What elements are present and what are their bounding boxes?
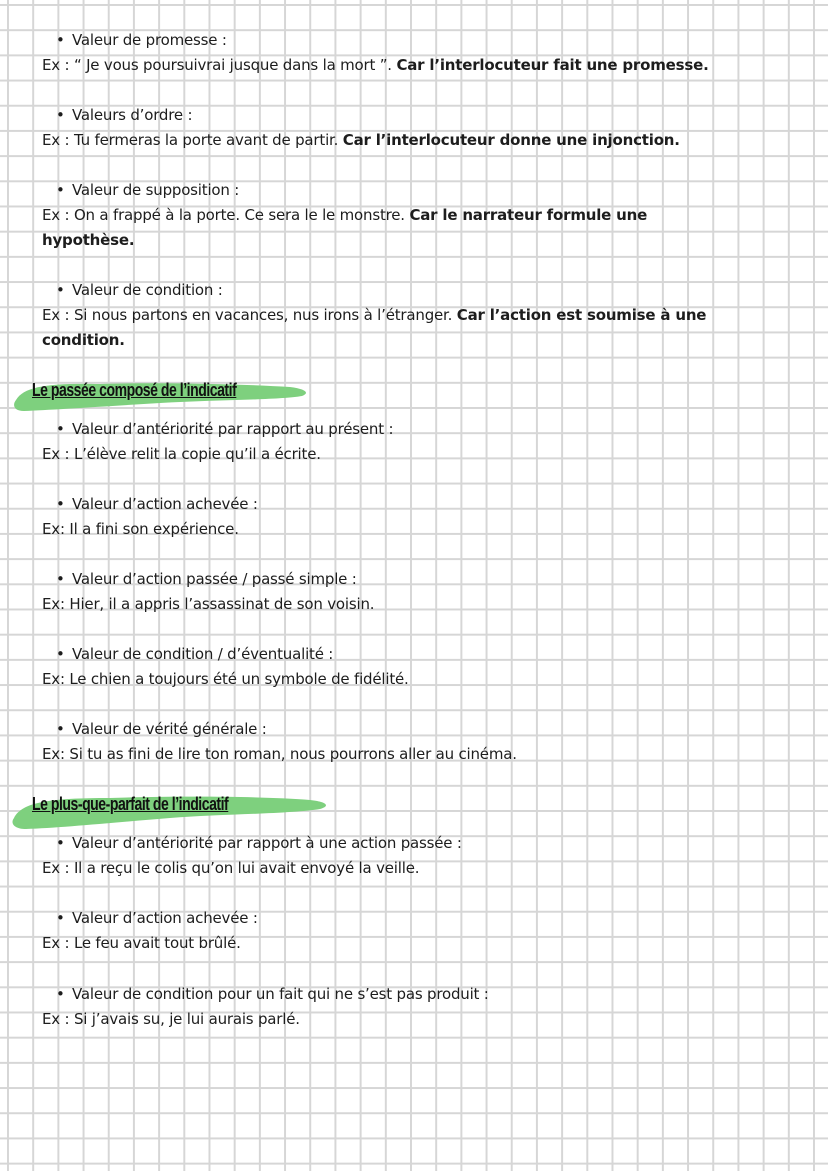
bullet-item: [56, 31, 227, 49]
example-line: Ex: Hier, il a appris l’assassinat de son voisin.: [42, 595, 375, 613]
section-title: Le passée composé de l’indicatif: [32, 380, 237, 400]
example-line: [42, 206, 647, 224]
example-line: Ex: Le chien a toujours été un symbole de fidélité.: [42, 670, 409, 688]
example-line: Ex: Si tu as fini de lire ton roman, nous pourrons aller au cinéma.: [42, 745, 517, 763]
example-line: Ex : Si j’avais su, je lui aurais parlé.: [42, 1010, 300, 1028]
item-label: Valeur de supposition :: [72, 181, 240, 199]
item-label: Valeur d’action achevée :: [72, 909, 258, 927]
example-line: [42, 56, 709, 74]
bullet-dot-icon: •: [56, 281, 65, 299]
explanation-continued: hypothèse.: [42, 231, 135, 249]
bullet-dot-icon: •: [56, 181, 65, 199]
section-heading-passe-compose: [10, 378, 310, 408]
example-text: Ex : On a frappé à la porte. Ce sera le le monstre.: [42, 206, 405, 224]
bullet-dot-icon: •: [56, 909, 65, 927]
explanation-text: Car l’interlocuteur fait une promesse.: [396, 56, 709, 74]
item-label: Valeur de promesse :: [72, 31, 227, 49]
section-title: Le plus-que-parfait de l’indicatif: [32, 794, 229, 814]
example-line: [42, 306, 706, 324]
item-label: Valeur de condition pour un fait qui ne s’est pas produit :: [72, 985, 489, 1003]
item-label: Valeurs d’ordre :: [72, 106, 193, 124]
bullet-dot-icon: •: [56, 31, 65, 49]
bullet-item: [56, 834, 462, 852]
example-line: Ex : Le feu avait tout brûlé.: [42, 934, 241, 952]
bullet-item: [56, 106, 192, 124]
example-text: Ex : Tu fermeras la porte avant de partir.: [42, 131, 339, 149]
item-label: Valeur d’action passée / passé simple :: [72, 570, 357, 588]
example-line: Ex: Il a fini son expérience.: [42, 520, 239, 538]
bullet-item: [56, 420, 393, 438]
bullet-dot-icon: •: [56, 985, 65, 1003]
explanation-text: Car l’interlocuteur donne une injonction.: [342, 131, 680, 149]
bullet-item: [56, 720, 267, 738]
bullet-dot-icon: •: [56, 420, 65, 438]
item-label: Valeur de condition :: [72, 281, 223, 299]
bullet-item: [56, 985, 489, 1003]
explanation-text: Car le narrateur formule une: [409, 206, 648, 224]
explanation-continued: condition.: [42, 331, 125, 349]
item-label: Valeur d’action achevée :: [72, 495, 258, 513]
example-line: Ex : Il a reçu le colis qu’on lui avait envoyé la veille.: [42, 859, 420, 877]
example-text: Ex : Si nous partons en vacances, nus irons à l’étranger.: [42, 306, 453, 324]
item-label: Valeur d’antériorité par rapport à une action passée :: [72, 834, 462, 852]
bullet-item: [56, 645, 333, 663]
bullet-dot-icon: •: [56, 720, 65, 738]
item-label: Valeur de vérité générale :: [72, 720, 267, 738]
item-label: Valeur d’antériorité par rapport au présent :: [72, 420, 394, 438]
example-text: Ex : “ Je vous poursuivrai jusque dans la mort ”.: [42, 56, 392, 74]
explanation-text: Car l’action est soumise à une: [456, 306, 707, 324]
bullet-item: [56, 495, 258, 513]
bullet-item: [56, 909, 258, 927]
bullet-item: [56, 570, 357, 588]
bullet-dot-icon: •: [56, 645, 65, 663]
bullet-dot-icon: •: [56, 570, 65, 588]
bullet-dot-icon: •: [56, 495, 65, 513]
example-line: Ex : L’élève relit la copie qu’il a écrite.: [42, 445, 321, 463]
bullet-item: [56, 281, 223, 299]
bullet-dot-icon: •: [56, 106, 65, 124]
bullet-dot-icon: •: [56, 834, 65, 852]
bullet-item: [56, 181, 239, 199]
item-label: Valeur de condition / d’éventualité :: [72, 645, 334, 663]
example-line: [42, 131, 680, 149]
section-heading-plus-que-parfait: [10, 792, 330, 822]
